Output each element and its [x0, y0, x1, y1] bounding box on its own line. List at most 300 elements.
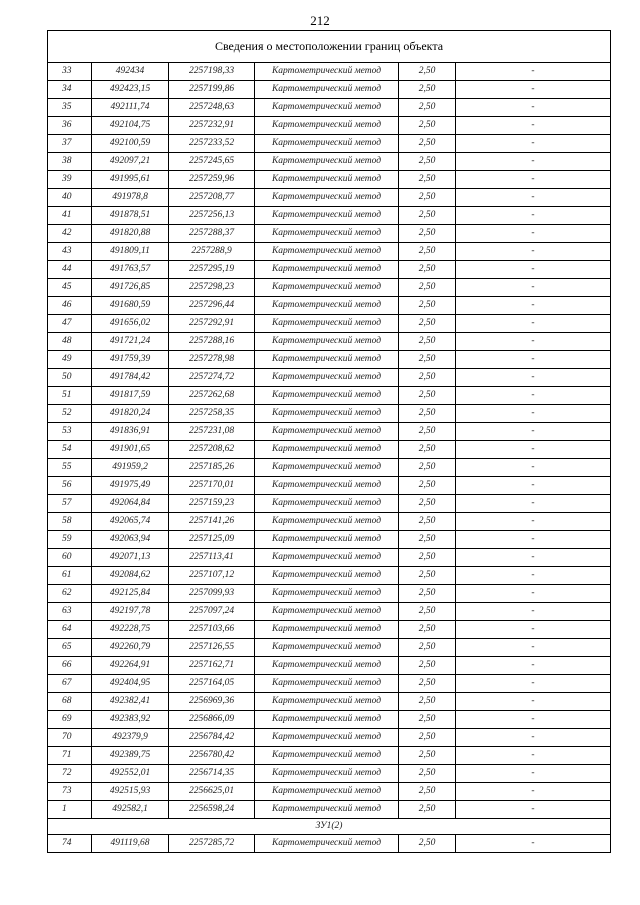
method-cell: Картометрический метод [255, 801, 399, 819]
method-cell: Картометрический метод [255, 369, 399, 387]
point-number-cell: 53 [48, 423, 92, 441]
note-cell: - [456, 765, 611, 783]
table-row [48, 657, 611, 675]
note-cell: - [456, 243, 611, 261]
method-cell: Картометрический метод [255, 441, 399, 459]
y-coordinate-cell: 2257159,23 [169, 495, 255, 513]
accuracy-cell: 2,50 [399, 351, 456, 369]
boundary-table [47, 30, 611, 853]
point-number-cell: 36 [48, 117, 92, 135]
x-coordinate-cell: 491975,49 [92, 477, 169, 495]
y-coordinate-cell: 2257288,9 [169, 243, 255, 261]
table-row [48, 423, 611, 441]
accuracy-cell: 2,50 [399, 189, 456, 207]
note-cell: - [456, 621, 611, 639]
table-row [48, 585, 611, 603]
y-coordinate-cell: 2257262,68 [169, 387, 255, 405]
table-row [48, 835, 611, 853]
method-cell: Картометрический метод [255, 207, 399, 225]
method-cell: Картометрический метод [255, 711, 399, 729]
y-coordinate-cell: 2257296,44 [169, 297, 255, 315]
x-coordinate-cell: 492100,59 [92, 135, 169, 153]
accuracy-cell: 2,50 [399, 333, 456, 351]
note-cell: - [456, 801, 611, 819]
note-cell: - [456, 441, 611, 459]
point-number-cell: 43 [48, 243, 92, 261]
point-number-cell: 54 [48, 441, 92, 459]
accuracy-cell: 2,50 [399, 261, 456, 279]
y-coordinate-cell: 2257103,66 [169, 621, 255, 639]
point-number-cell: 40 [48, 189, 92, 207]
accuracy-cell: 2,50 [399, 99, 456, 117]
y-coordinate-cell: 2257248,63 [169, 99, 255, 117]
y-coordinate-cell: 2257258,35 [169, 405, 255, 423]
accuracy-cell: 2,50 [399, 387, 456, 405]
method-cell: Картометрический метод [255, 315, 399, 333]
note-cell: - [456, 513, 611, 531]
point-number-cell: 70 [48, 729, 92, 747]
table-row [48, 369, 611, 387]
note-cell: - [456, 297, 611, 315]
method-cell: Картометрический метод [255, 261, 399, 279]
method-cell: Картометрический метод [255, 639, 399, 657]
method-cell: Картометрический метод [255, 297, 399, 315]
table-row [48, 81, 611, 99]
x-coordinate-cell: 492383,92 [92, 711, 169, 729]
accuracy-cell: 2,50 [399, 747, 456, 765]
x-coordinate-cell: 491656,02 [92, 315, 169, 333]
table-row [48, 459, 611, 477]
method-cell: Картометрический метод [255, 747, 399, 765]
x-coordinate-cell: 492084,62 [92, 567, 169, 585]
table-row [48, 621, 611, 639]
accuracy-cell: 2,50 [399, 585, 456, 603]
accuracy-cell: 2,50 [399, 441, 456, 459]
y-coordinate-cell: 2257113,41 [169, 549, 255, 567]
x-coordinate-cell: 492228,75 [92, 621, 169, 639]
method-cell: Картометрический метод [255, 423, 399, 441]
accuracy-cell: 2,50 [399, 135, 456, 153]
x-coordinate-cell: 492064,84 [92, 495, 169, 513]
y-coordinate-cell: 2257164,05 [169, 675, 255, 693]
method-cell: Картометрический метод [255, 81, 399, 99]
x-coordinate-cell: 492423,15 [92, 81, 169, 99]
y-coordinate-cell: 2256780,42 [169, 747, 255, 765]
method-cell: Картометрический метод [255, 171, 399, 189]
y-coordinate-cell: 2257259,96 [169, 171, 255, 189]
note-cell: - [456, 351, 611, 369]
y-coordinate-cell: 2256625,01 [169, 783, 255, 801]
y-coordinate-cell: 2257198,33 [169, 63, 255, 81]
note-cell: - [456, 549, 611, 567]
table-row [48, 567, 611, 585]
x-coordinate-cell: 491878,51 [92, 207, 169, 225]
table-row [48, 351, 611, 369]
x-coordinate-cell: 492063,94 [92, 531, 169, 549]
y-coordinate-cell: 2257170,01 [169, 477, 255, 495]
table-row [48, 747, 611, 765]
note-cell: - [456, 495, 611, 513]
accuracy-cell: 2,50 [399, 675, 456, 693]
point-number-cell: 67 [48, 675, 92, 693]
table-row [48, 477, 611, 495]
method-cell: Картометрический метод [255, 603, 399, 621]
y-coordinate-cell: 2257231,08 [169, 423, 255, 441]
accuracy-cell: 2,50 [399, 639, 456, 657]
table-row [48, 333, 611, 351]
table-title-row [48, 31, 611, 63]
x-coordinate-cell: 491726,85 [92, 279, 169, 297]
x-coordinate-cell: 492389,75 [92, 747, 169, 765]
y-coordinate-cell: 2256969,36 [169, 693, 255, 711]
note-cell: - [456, 657, 611, 675]
point-number-cell: 60 [48, 549, 92, 567]
method-cell: Картометрический метод [255, 477, 399, 495]
y-coordinate-cell: 2257278,98 [169, 351, 255, 369]
x-coordinate-cell: 491721,24 [92, 333, 169, 351]
x-coordinate-cell: 492111,74 [92, 99, 169, 117]
table-row [48, 135, 611, 153]
table-row [48, 693, 611, 711]
x-coordinate-cell: 492104,75 [92, 117, 169, 135]
accuracy-cell: 2,50 [399, 315, 456, 333]
method-cell: Картометрический метод [255, 333, 399, 351]
method-cell: Картометрический метод [255, 693, 399, 711]
method-cell: Картометрический метод [255, 675, 399, 693]
table-row [48, 729, 611, 747]
accuracy-cell: 2,50 [399, 81, 456, 99]
accuracy-cell: 2,50 [399, 603, 456, 621]
table-row [48, 99, 611, 117]
note-cell: - [456, 693, 611, 711]
y-coordinate-cell: 2257245,65 [169, 153, 255, 171]
note-cell: - [456, 567, 611, 585]
accuracy-cell: 2,50 [399, 729, 456, 747]
point-number-cell: 56 [48, 477, 92, 495]
x-coordinate-cell: 491763,57 [92, 261, 169, 279]
note-cell: - [456, 711, 611, 729]
method-cell: Картометрический метод [255, 351, 399, 369]
method-cell: Картометрический метод [255, 513, 399, 531]
table-row [48, 441, 611, 459]
y-coordinate-cell: 2257233,52 [169, 135, 255, 153]
point-number-cell: 62 [48, 585, 92, 603]
method-cell: Картометрический метод [255, 783, 399, 801]
table-row [48, 549, 611, 567]
table-row [48, 765, 611, 783]
y-coordinate-cell: 2256866,09 [169, 711, 255, 729]
note-cell: - [456, 207, 611, 225]
y-coordinate-cell: 2257256,13 [169, 207, 255, 225]
method-cell: Картометрический метод [255, 135, 399, 153]
note-cell: - [456, 315, 611, 333]
table-row [48, 495, 611, 513]
x-coordinate-cell: 492264,91 [92, 657, 169, 675]
accuracy-cell: 2,50 [399, 693, 456, 711]
y-coordinate-cell: 2256784,42 [169, 729, 255, 747]
accuracy-cell: 2,50 [399, 171, 456, 189]
note-cell: - [456, 729, 611, 747]
y-coordinate-cell: 2257232,91 [169, 117, 255, 135]
y-coordinate-cell: 2257208,62 [169, 441, 255, 459]
table-row [48, 675, 611, 693]
x-coordinate-cell: 491978,8 [92, 189, 169, 207]
y-coordinate-cell: 2257125,09 [169, 531, 255, 549]
point-number-cell: 33 [48, 63, 92, 81]
x-coordinate-cell: 491959,2 [92, 459, 169, 477]
accuracy-cell: 2,50 [399, 369, 456, 387]
method-cell: Картометрический метод [255, 117, 399, 135]
y-coordinate-cell: 2257285,72 [169, 835, 255, 853]
point-number-cell: 47 [48, 315, 92, 333]
note-cell: - [456, 135, 611, 153]
x-coordinate-cell: 492071,13 [92, 549, 169, 567]
note-cell: - [456, 405, 611, 423]
table-row [48, 603, 611, 621]
method-cell: Картометрический метод [255, 243, 399, 261]
point-number-cell: 46 [48, 297, 92, 315]
table-row [48, 243, 611, 261]
y-coordinate-cell: 2257185,26 [169, 459, 255, 477]
table-row [48, 225, 611, 243]
x-coordinate-cell: 491119,68 [92, 835, 169, 853]
accuracy-cell: 2,50 [399, 801, 456, 819]
x-coordinate-cell: 492260,79 [92, 639, 169, 657]
accuracy-cell: 2,50 [399, 657, 456, 675]
table-row [48, 117, 611, 135]
note-cell: - [456, 531, 611, 549]
method-cell: Картометрический метод [255, 495, 399, 513]
accuracy-cell: 2,50 [399, 405, 456, 423]
method-cell: Картометрический метод [255, 153, 399, 171]
x-coordinate-cell: 492582,1 [92, 801, 169, 819]
point-number-cell: 35 [48, 99, 92, 117]
x-coordinate-cell: 492515,93 [92, 783, 169, 801]
point-number-cell: 58 [48, 513, 92, 531]
y-coordinate-cell: 2257107,12 [169, 567, 255, 585]
point-number-cell: 42 [48, 225, 92, 243]
note-cell: - [456, 835, 611, 853]
table-row [48, 279, 611, 297]
method-cell: Картометрический метод [255, 567, 399, 585]
accuracy-cell: 2,50 [399, 117, 456, 135]
y-coordinate-cell: 2257298,23 [169, 279, 255, 297]
accuracy-cell: 2,50 [399, 783, 456, 801]
accuracy-cell: 2,50 [399, 477, 456, 495]
table-row [48, 639, 611, 657]
method-cell: Картометрический метод [255, 585, 399, 603]
x-coordinate-cell: 492065,74 [92, 513, 169, 531]
point-number-cell: 37 [48, 135, 92, 153]
x-coordinate-cell: 491820,24 [92, 405, 169, 423]
accuracy-cell: 2,50 [399, 531, 456, 549]
y-coordinate-cell: 2257126,55 [169, 639, 255, 657]
note-cell: - [456, 387, 611, 405]
accuracy-cell: 2,50 [399, 711, 456, 729]
method-cell: Картометрический метод [255, 657, 399, 675]
y-coordinate-cell: 2256598,24 [169, 801, 255, 819]
method-cell: Картометрический метод [255, 63, 399, 81]
note-cell: - [456, 189, 611, 207]
table-row [48, 63, 611, 81]
table-row [48, 189, 611, 207]
accuracy-cell: 2,50 [399, 621, 456, 639]
y-coordinate-cell: 2256714,35 [169, 765, 255, 783]
point-number-cell: 69 [48, 711, 92, 729]
accuracy-cell: 2,50 [399, 513, 456, 531]
method-cell: Картометрический метод [255, 225, 399, 243]
x-coordinate-cell: 492434 [92, 63, 169, 81]
table-row [48, 513, 611, 531]
point-number-cell: 48 [48, 333, 92, 351]
point-number-cell: 71 [48, 747, 92, 765]
point-number-cell: 72 [48, 765, 92, 783]
method-cell: Картометрический метод [255, 729, 399, 747]
note-cell: - [456, 171, 611, 189]
note-cell: - [456, 675, 611, 693]
x-coordinate-cell: 491759,39 [92, 351, 169, 369]
table-row [48, 315, 611, 333]
accuracy-cell: 2,50 [399, 243, 456, 261]
y-coordinate-cell: 2257097,24 [169, 603, 255, 621]
note-cell: - [456, 153, 611, 171]
note-cell: - [456, 279, 611, 297]
point-number-cell: 50 [48, 369, 92, 387]
note-cell: - [456, 225, 611, 243]
x-coordinate-cell: 492197,78 [92, 603, 169, 621]
note-cell: - [456, 117, 611, 135]
accuracy-cell: 2,50 [399, 297, 456, 315]
y-coordinate-cell: 2257274,72 [169, 369, 255, 387]
method-cell: Картометрический метод [255, 99, 399, 117]
x-coordinate-cell: 492125,84 [92, 585, 169, 603]
note-cell: - [456, 639, 611, 657]
note-cell: - [456, 333, 611, 351]
x-coordinate-cell: 491680,59 [92, 297, 169, 315]
y-coordinate-cell: 2257199,86 [169, 81, 255, 99]
x-coordinate-cell: 492379,9 [92, 729, 169, 747]
table-row [48, 171, 611, 189]
point-number-cell: 51 [48, 387, 92, 405]
point-number-cell: 55 [48, 459, 92, 477]
x-coordinate-cell: 491820,88 [92, 225, 169, 243]
x-coordinate-cell: 492552,01 [92, 765, 169, 783]
point-number-cell: 57 [48, 495, 92, 513]
table-title: Сведения о местоположении границ объекта [48, 31, 611, 63]
table-row [48, 405, 611, 423]
note-cell: - [456, 369, 611, 387]
note-cell: - [456, 477, 611, 495]
method-cell: Картометрический метод [255, 279, 399, 297]
accuracy-cell: 2,50 [399, 279, 456, 297]
x-coordinate-cell: 491817,59 [92, 387, 169, 405]
table-row [48, 261, 611, 279]
x-coordinate-cell: 491809,11 [92, 243, 169, 261]
accuracy-cell: 2,50 [399, 153, 456, 171]
x-coordinate-cell: 492382,41 [92, 693, 169, 711]
note-cell: - [456, 81, 611, 99]
note-cell: - [456, 63, 611, 81]
point-number-cell: 44 [48, 261, 92, 279]
method-cell: Картометрический метод [255, 189, 399, 207]
accuracy-cell: 2,50 [399, 495, 456, 513]
note-cell: - [456, 603, 611, 621]
x-coordinate-cell: 491784,42 [92, 369, 169, 387]
accuracy-cell: 2,50 [399, 765, 456, 783]
method-cell: Картометрический метод [255, 405, 399, 423]
accuracy-cell: 2,50 [399, 567, 456, 585]
x-coordinate-cell: 491995,61 [92, 171, 169, 189]
point-number-cell: 63 [48, 603, 92, 621]
table-row [48, 531, 611, 549]
page-number: 212 [310, 13, 330, 28]
point-number-cell: 74 [48, 835, 92, 853]
method-cell: Картометрический метод [255, 387, 399, 405]
note-cell: - [456, 261, 611, 279]
note-cell: - [456, 585, 611, 603]
y-coordinate-cell: 2257141,26 [169, 513, 255, 531]
y-coordinate-cell: 2257295,19 [169, 261, 255, 279]
point-number-cell: 1 [48, 801, 92, 819]
point-number-cell: 49 [48, 351, 92, 369]
point-number-cell: 64 [48, 621, 92, 639]
x-coordinate-cell: 492404,95 [92, 675, 169, 693]
point-number-cell: 41 [48, 207, 92, 225]
y-coordinate-cell: 2257162,71 [169, 657, 255, 675]
note-cell: - [456, 459, 611, 477]
accuracy-cell: 2,50 [399, 423, 456, 441]
subsection-label: ЗУ1(2) [48, 819, 611, 835]
point-number-cell: 59 [48, 531, 92, 549]
method-cell: Картометрический метод [255, 459, 399, 477]
method-cell: Картометрический метод [255, 835, 399, 853]
method-cell: Картометрический метод [255, 531, 399, 549]
method-cell: Картометрический метод [255, 549, 399, 567]
y-coordinate-cell: 2257099,93 [169, 585, 255, 603]
x-coordinate-cell: 492097,21 [92, 153, 169, 171]
point-number-cell: 34 [48, 81, 92, 99]
method-cell: Картометрический метод [255, 621, 399, 639]
accuracy-cell: 2,50 [399, 549, 456, 567]
table-row [48, 297, 611, 315]
table-row [48, 801, 611, 819]
accuracy-cell: 2,50 [399, 225, 456, 243]
note-cell: - [456, 423, 611, 441]
table-row [48, 711, 611, 729]
point-number-cell: 45 [48, 279, 92, 297]
table-row [48, 387, 611, 405]
point-number-cell: 68 [48, 693, 92, 711]
point-number-cell: 38 [48, 153, 92, 171]
x-coordinate-cell: 491901,65 [92, 441, 169, 459]
point-number-cell: 73 [48, 783, 92, 801]
table-row [48, 207, 611, 225]
point-number-cell: 61 [48, 567, 92, 585]
point-number-cell: 66 [48, 657, 92, 675]
method-cell: Картометрический метод [255, 765, 399, 783]
accuracy-cell: 2,50 [399, 63, 456, 81]
note-cell: - [456, 783, 611, 801]
y-coordinate-cell: 2257208,77 [169, 189, 255, 207]
point-number-cell: 39 [48, 171, 92, 189]
point-number-cell: 65 [48, 639, 92, 657]
accuracy-cell: 2,50 [399, 459, 456, 477]
point-number-cell: 52 [48, 405, 92, 423]
y-coordinate-cell: 2257292,91 [169, 315, 255, 333]
note-cell: - [456, 99, 611, 117]
accuracy-cell: 2,50 [399, 835, 456, 853]
subsection-row [48, 819, 611, 835]
